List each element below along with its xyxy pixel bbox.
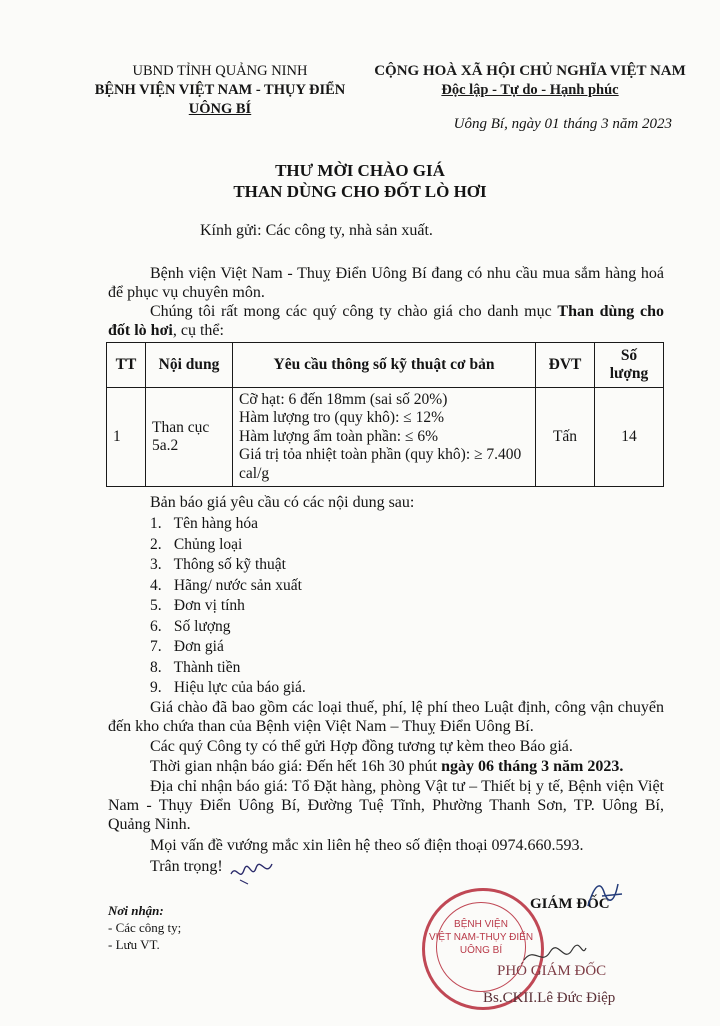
item-number: 6. (150, 617, 162, 635)
request-suffix: , cụ thể: (172, 322, 224, 339)
request-item: Than dùng cho đốt lò hơi (108, 303, 664, 339)
recipient-item: - Các công ty; (108, 920, 182, 935)
quote-requirements-intro: Bản báo giá yêu cầu có các nội dung sau: (150, 494, 415, 511)
tax-paragraph: Giá chào đã bao gồm các loại thuế, phí, lệ phí theo Luật định, công vận chuyển đến kho chứa than của Bệnh viện Việt Nam – Thuỵ Điển Uông Bí. (108, 699, 664, 735)
issuing-organization (70, 62, 370, 119)
item-text: Chủng loại (173, 535, 243, 553)
list-item (150, 514, 306, 535)
col-header-tt: TT (107, 343, 146, 388)
spec-line: Hàm lượng ẩm toàn phần: ≤ 6% (239, 427, 439, 445)
spec-line: Giá trị tỏa nhiệt toàn phần (quy khô): ≥ 7.400 cal/g (239, 446, 522, 482)
request-prefix: Chúng tôi rất mong các quý công ty chào giá cho danh mục (150, 303, 558, 320)
hospital-location: UÔNG BÍ (188, 101, 252, 117)
intro-paragraph: Bệnh viện Việt Nam - Thuỵ Điển Uông Bí đang có nhu cầu mua sắm hàng hoá để phục vụ chuyên môn. (108, 265, 664, 301)
recipients-block (108, 902, 181, 953)
quote-requirements-list (150, 514, 306, 699)
document-date: Uông Bí, ngày 01 tháng 3 năm 2023 (453, 116, 672, 132)
list-item (150, 596, 306, 617)
list-item (150, 535, 306, 556)
signer-name: Bs.CKII.Lê Đức Điệp (483, 990, 616, 1006)
recipient-item: - Lưu VT. (108, 937, 160, 952)
spec-line: Cỡ hạt: 6 đến 18mm (sai số 20%) (239, 390, 448, 408)
list-item (150, 617, 306, 638)
item-text: Hiệu lực của báo giá. (173, 679, 306, 696)
item-text: Đơn giá (173, 638, 224, 655)
item-number: 4. (150, 576, 162, 594)
deadline-prefix: Thời gian nhận báo giá: Đến hết 16h 30 phút (150, 758, 442, 775)
stamp-text (428, 918, 534, 957)
table-header-row (107, 343, 664, 388)
col-header-content: Nội dung (146, 343, 233, 388)
greeting: Kính gửi: Các công ty, nhà sản xuất. (200, 222, 433, 239)
list-item (150, 658, 306, 679)
address-paragraph: Địa chỉ nhận báo giá: Tổ Đặt hàng, phòng Vật tư – Thiết bị y tế, Bệnh viện Việt Nam - Thụy Điển Uông Bí, Đường Tuệ Tĩnh, Phường Thanh Sơn, TP. Uông Bí, Quảng Ninh. (108, 778, 664, 833)
item-text: Số lượng (173, 617, 231, 635)
regards: Trân trọng! (150, 858, 223, 875)
list-item (150, 678, 306, 699)
item-number: 8. (150, 658, 162, 676)
item-text: Hãng/ nước sản xuất (173, 576, 302, 594)
hospital-name: BỆNH VIỆN VIỆT NAM - THỤY ĐIỂN (94, 82, 346, 98)
item-number: 1. (150, 515, 162, 532)
item-number: 7. (150, 638, 162, 655)
cell-content: Than cục 5a.2 (146, 388, 233, 487)
national-heading (360, 62, 700, 100)
item-text: Đơn vị tính (173, 597, 245, 614)
item-text: Thông số kỹ thuật (173, 556, 286, 573)
national-motto: Độc lập - Tự do - Hạnh phúc (441, 82, 619, 98)
initial-signature (228, 860, 276, 886)
contact-paragraph: Mọi vấn đề vướng mắc xin liên hệ theo số điện thoại 0974.660.593. (150, 837, 584, 854)
col-header-unit: ĐVT (536, 343, 595, 388)
stamp-line: VIỆT NAM-THỤY ĐIỂN (428, 932, 534, 943)
deputy-title: PHÓ GIÁM ĐỐC (497, 963, 607, 979)
stamp-line: BỆNH VIỆN (454, 919, 508, 930)
col-header-qty: Số lượng (595, 343, 664, 388)
stamp-line: UÔNG BÍ (459, 945, 503, 956)
cell-tt: 1 (107, 388, 146, 487)
item-text: Thành tiền (173, 658, 241, 676)
item-number: 5. (150, 597, 162, 614)
col-header-spec: Yêu cầu thông số kỹ thuật cơ bản (233, 343, 536, 388)
spec-table (106, 342, 664, 487)
deadline-paragraph (150, 757, 623, 776)
recipients-heading: Nơi nhận: (108, 903, 164, 918)
document-subtitle: THAN DÙNG CHO ĐỐT LÒ HƠI (233, 182, 487, 201)
cell-qty: 14 (595, 388, 664, 487)
item-text: Tên hàng hóa (173, 515, 258, 532)
document-title: THƯ MỜI CHÀO GIÁ (275, 161, 445, 180)
table-row (107, 388, 664, 487)
deadline-date: ngày 06 tháng 3 năm 2023. (441, 758, 624, 775)
cell-unit: Tấn (536, 388, 595, 487)
item-number: 2. (150, 535, 162, 553)
province-committee: UBND TỈNH QUẢNG NINH (132, 63, 308, 79)
list-item (150, 576, 306, 597)
request-paragraph (108, 302, 664, 340)
list-item (150, 637, 306, 658)
list-item (150, 555, 306, 576)
nation-name: CỘNG HOÀ XÃ HỘI CHỦ NGHĨA VIỆT NAM (374, 63, 686, 79)
signer-title: GIÁM ĐỐC (530, 896, 610, 912)
director-signature (584, 876, 628, 912)
item-number: 9. (150, 679, 162, 696)
cell-spec (233, 388, 536, 487)
contract-paragraph: Các quý Công ty có thể gửi Hợp đồng tương tự kèm theo Báo giá. (150, 738, 573, 755)
item-number: 3. (150, 556, 162, 573)
spec-line: Hàm lượng tro (quy khô): ≤ 12% (239, 409, 445, 427)
